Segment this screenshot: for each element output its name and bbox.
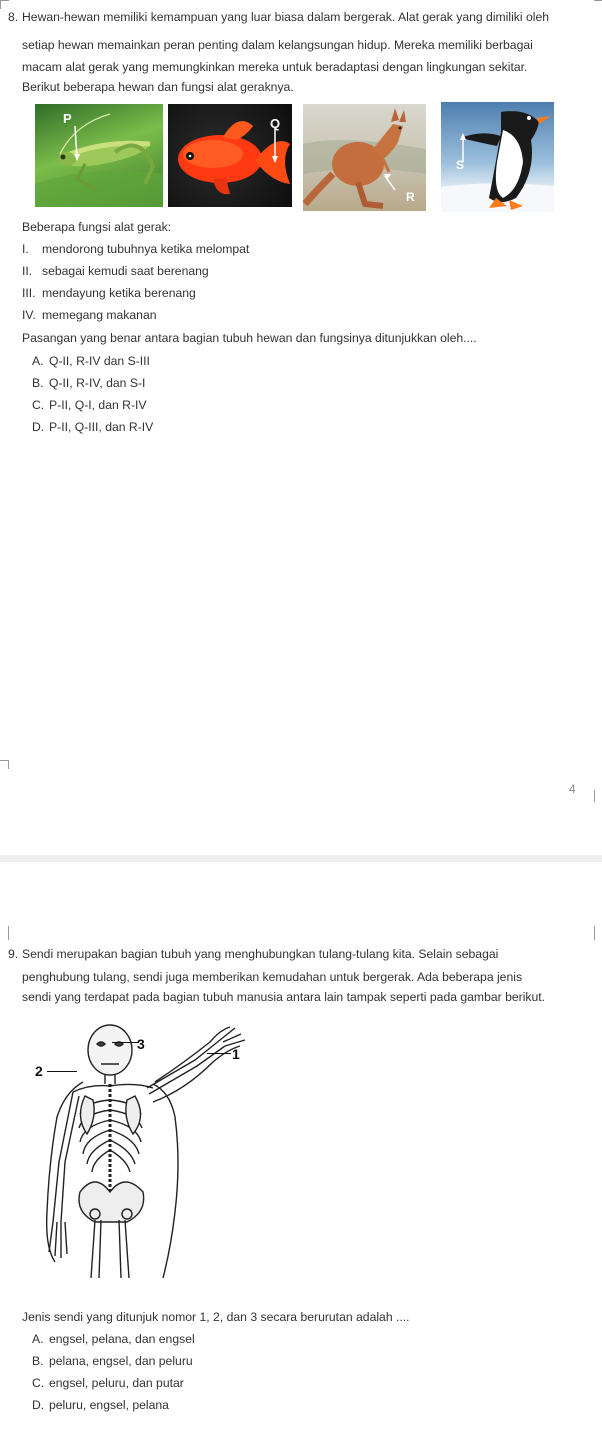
question-9-intro: 9. Sendi merupakan bagian tubuh yang menghubungkan tulang-tulang kita. Selain sebagai [8, 944, 596, 966]
label-1: 1 [232, 1046, 240, 1062]
question-9-intro-line: penghubung tulang, sendi juga memberikan kemudahan untuk bergerak. Ada beberapa jenis [22, 970, 523, 984]
pointer-line-1 [207, 1053, 231, 1054]
kangaroo-image [303, 104, 426, 211]
functions-title: Beberapa fungsi alat gerak: [22, 220, 172, 234]
label-q: Q [270, 116, 281, 131]
question-8-intro-line: macam alat gerak yang memungkinkan mereka untuk beradaptasi dengan lingkungan sekitar. [22, 60, 528, 74]
answer-option-c[interactable]: C. engsel, peluru, dan putar [32, 1376, 184, 1390]
penguin-image [441, 102, 554, 212]
question-8-intro-line: setiap hewan memainkan peran penting dalam kelangsungan hidup. Mereka memiliki berbagai [22, 38, 533, 52]
label-3: 3 [137, 1036, 145, 1052]
answer-option-c[interactable]: C. P-II, Q-I, dan R-IV [32, 398, 147, 412]
answer-option-a[interactable]: A. Q-II, R-IV dan S-III [32, 354, 150, 368]
skeleton-illustration [35, 1022, 250, 1278]
page-corner-mark [594, 790, 602, 802]
pointer-line-2 [47, 1071, 77, 1072]
grasshopper-image [35, 104, 163, 207]
document-page-2 [0, 862, 602, 1430]
page-number: 4 [569, 782, 576, 796]
label-p: P [63, 111, 72, 126]
page-corner-mark [0, 926, 9, 940]
label-s: S [456, 158, 465, 172]
page-separator [0, 855, 602, 862]
answer-option-d[interactable]: D. P-II, Q-III, dan R-IV [32, 420, 154, 434]
question-9-intro-line: sendi yang terdapat pada bagian tubuh manusia antara lain tampak seperti pada gambar berikut. [22, 990, 546, 1004]
function-item: IV. memegang makanan [22, 308, 157, 322]
question-8-intro: 8. Hewan-hewan memiliki kemampuan yang luar biasa dalam bergerak. Alat gerak yang dimiliki oleh [8, 7, 596, 29]
label-2: 2 [35, 1063, 43, 1079]
question-number: 8. [8, 10, 19, 24]
question-number: 9. [8, 947, 19, 961]
page-corner-mark [0, 760, 9, 769]
question-8-intro-line: Berikut beberapa hewan dan fungsi alat geraknya. [22, 80, 294, 94]
answer-option-d[interactable]: D. peluru, engsel, pelana [32, 1398, 169, 1412]
question-9-prompt: Jenis sendi yang ditunjuk nomor 1, 2, dan 3 secara berurutan adalah .... [22, 1310, 410, 1324]
function-item: I. mendorong tubuhnya ketika melompat [22, 242, 250, 256]
answer-option-b[interactable]: B. pelana, engsel, dan peluru [32, 1354, 193, 1368]
label-r: R [406, 190, 415, 204]
fish-image [168, 104, 292, 207]
answer-option-a[interactable]: A. engsel, pelana, dan engsel [32, 1332, 195, 1346]
answer-option-b[interactable]: B. Q-II, R-IV, dan S-I [32, 376, 146, 390]
pointer-line-3 [112, 1042, 139, 1043]
question-8-prompt: Pasangan yang benar antara bagian tubuh hewan dan fungsinya ditunjukkan oleh.... [22, 331, 477, 345]
function-item: II. sebagai kemudi saat berenang [22, 264, 209, 278]
function-item: III. mendayung ketika berenang [22, 286, 196, 300]
page-corner-mark [594, 926, 602, 940]
